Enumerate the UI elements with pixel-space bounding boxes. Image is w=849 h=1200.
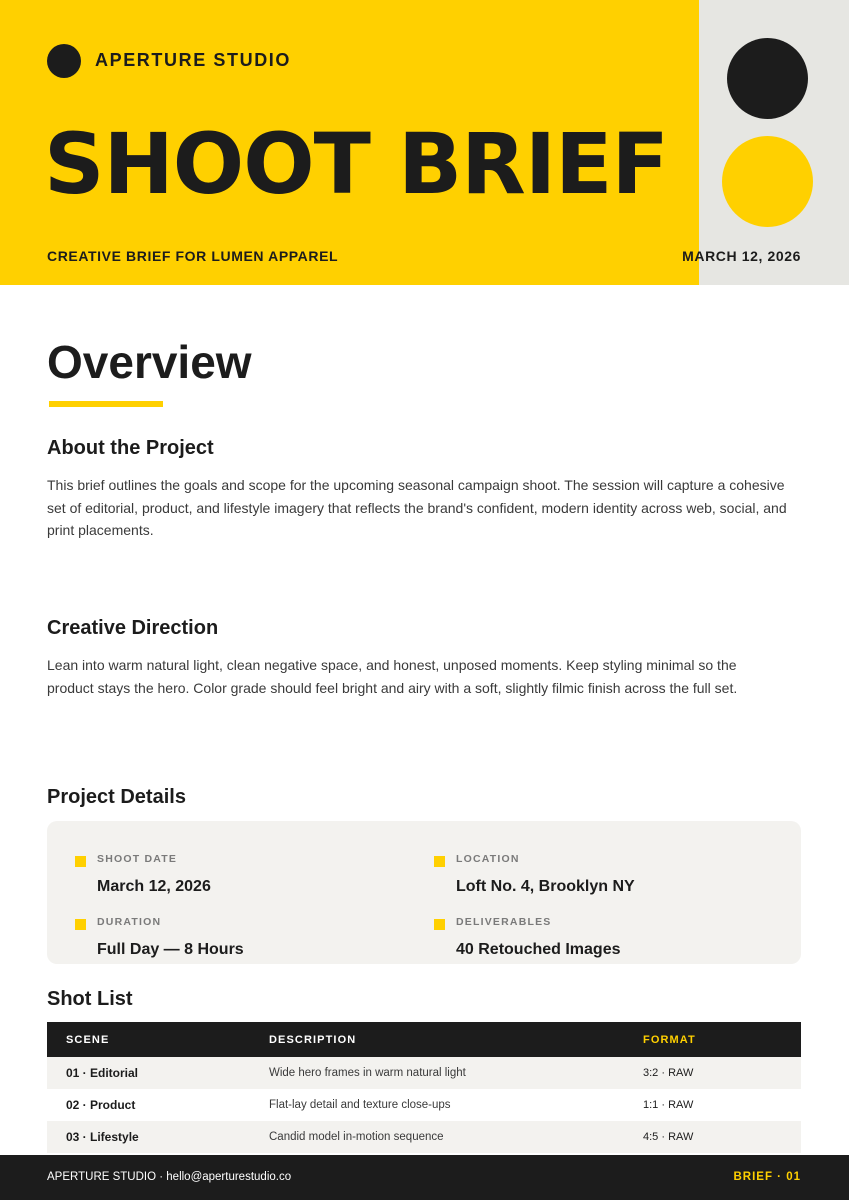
creative-body: Lean into warm natural light, clean negative space, and honest, unposed moments. Keep styling minimal so the product stays the hero. Color grade should feel bright and airy with a soft, slightly filmic finish across the full set.	[47, 657, 738, 696]
page-title: SHOOT BRIEF	[44, 115, 668, 213]
brief-date: MARCH 12, 2026	[682, 248, 801, 264]
details-heading: Project Details	[47, 786, 186, 808]
shot-list-heading: Shot List	[47, 988, 133, 1010]
page-subtitle: CREATIVE BRIEF FOR LUMEN APPAREL	[47, 248, 339, 264]
format-cell: 4:5 · RAW	[624, 1121, 801, 1153]
description-cell: Flat-lay detail and texture close-ups	[269, 1099, 451, 1111]
brand-logo-dot	[47, 44, 81, 78]
detail-value: March 12, 2026	[97, 878, 211, 895]
footer-bar	[0, 1155, 849, 1200]
detail-label: SHOOT DATE	[97, 853, 178, 865]
detail-bullet-icon	[434, 919, 445, 930]
detail-value: 40 Retouched Images	[456, 941, 621, 958]
shot-list-table	[47, 1022, 801, 1153]
footer-page-label: BRIEF · 01	[733, 1171, 801, 1183]
table-row	[47, 1121, 801, 1153]
details-card	[47, 821, 801, 964]
format-cell: 3:2 · RAW	[624, 1057, 801, 1089]
detail-label: DURATION	[97, 916, 162, 928]
table-row	[47, 1057, 801, 1089]
about-body: This brief outlines the goals and scope for the upcoming seasonal campaign shoot. The session will capture a cohesive set of editorial, product, and lifestyle imagery that reflects the brand's confident, modern identity across web, social, and print placements.	[47, 477, 787, 538]
footer-contact: APERTURE STUDIO · hello@aperturestudio.co	[47, 1171, 292, 1183]
format-cell: 1:1 · RAW	[643, 1099, 694, 1111]
detail-value: Loft No. 4, Brooklyn NY	[456, 878, 635, 895]
overview-heading: Overview	[47, 336, 252, 388]
detail-bullet-icon	[75, 856, 86, 867]
detail-value: Full Day — 8 Hours	[97, 941, 244, 958]
creative-heading: Creative Direction	[47, 617, 219, 639]
brand-name: APERTURE STUDIO	[95, 50, 292, 70]
table-header-row	[47, 1022, 801, 1057]
description-cell: Wide hero frames in warm natural light	[250, 1057, 624, 1089]
decorative-dark-circle	[727, 38, 808, 119]
detail-bullet-icon	[75, 919, 86, 930]
column-header-format: FORMAT	[624, 1022, 801, 1057]
table-row	[47, 1089, 801, 1121]
scene-cell: 02 · Product	[66, 1098, 136, 1112]
overview-underline	[49, 401, 163, 407]
column-header-scene: SCENE	[47, 1022, 250, 1057]
detail-label: LOCATION	[456, 853, 520, 865]
scene-cell: 01 · Editorial	[47, 1057, 250, 1089]
detail-bullet-icon	[434, 856, 445, 867]
scene-cell: 03 · Lifestyle	[47, 1121, 250, 1153]
decorative-yellow-circle	[722, 136, 813, 227]
detail-label: DELIVERABLES	[456, 916, 552, 928]
column-header-description: DESCRIPTION	[250, 1022, 624, 1057]
about-heading: About the Project	[47, 437, 214, 459]
description-cell: Candid model in-motion sequence	[250, 1121, 624, 1153]
